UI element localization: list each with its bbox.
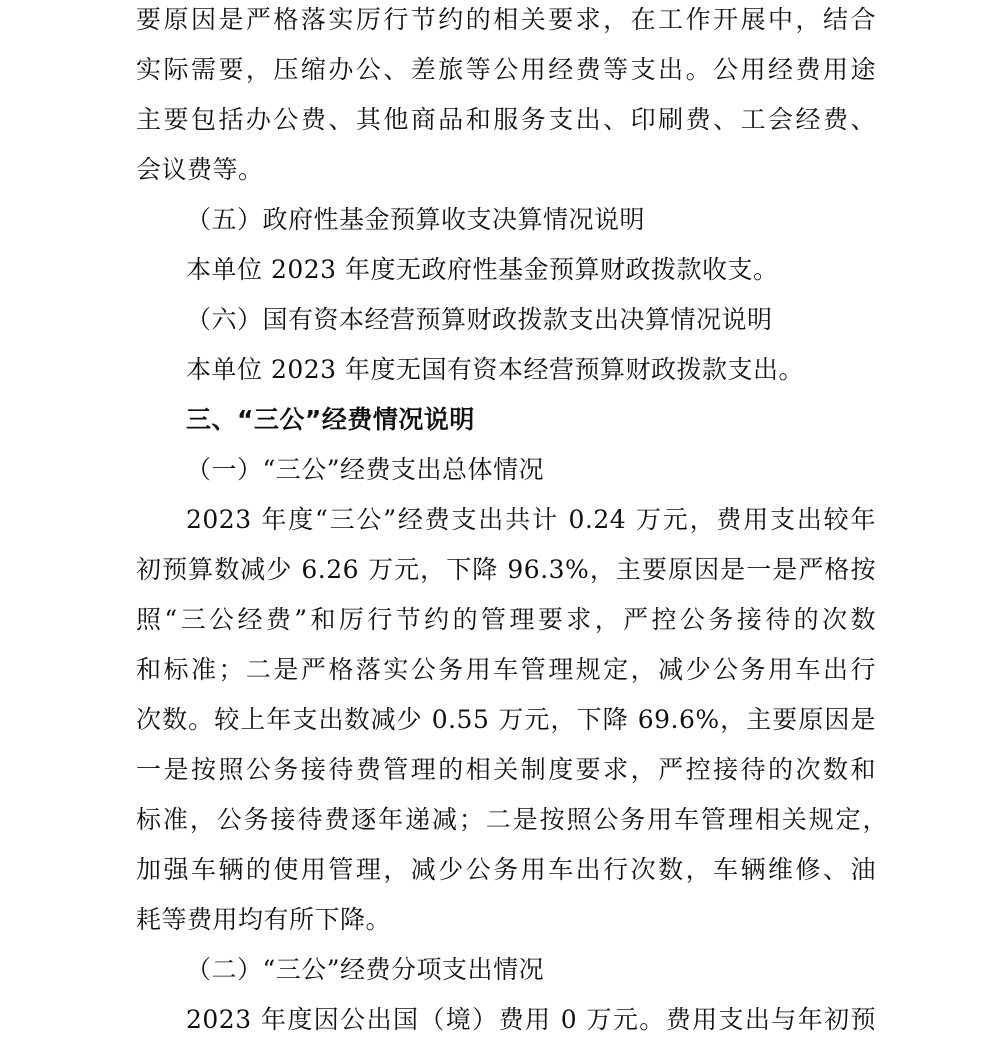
paragraph-line: 次数。较上年支出数减少 0.55 万元，下降 69.6%，主要原因是: [136, 705, 876, 734]
paragraph-line: 照“三公经费”和厉行节约的管理要求，严控公务接待的次数: [136, 605, 876, 634]
paragraph-line: 要原因是严格落实厉行节约的相关要求，在工作开展中，结合: [136, 5, 876, 34]
section-heading-six: （六）国有资本经营预算财政拨款支出决算情况说明: [186, 305, 773, 334]
paragraph-line: 2023 年度“三公”经费支出共计 0.24 万元，费用支出较年: [186, 505, 876, 534]
paragraph-line: 2023 年度因公出国（境）费用 0 万元。费用支出与年初预: [186, 1005, 876, 1034]
paragraph-line: 一是按照公务接待费管理的相关制度要求，严控接待的次数和: [136, 755, 876, 784]
section-heading-five: （五）政府性基金预算收支决算情况说明: [186, 205, 646, 234]
paragraph-line: 本单位 2023 年度无国有资本经营预算财政拨款支出。: [186, 355, 805, 384]
paragraph-line: 和标准；二是严格落实公务用车管理规定，减少公务用车出行: [136, 655, 876, 684]
subsection-heading-one: （一）“三公”经费支出总体情况: [186, 455, 545, 484]
paragraph-line: 会议费等。: [136, 155, 264, 184]
paragraph-line: 加强车辆的使用管理，减少公务用车出行次数，车辆维修、油: [136, 855, 876, 884]
subsection-heading-two: （二）“三公”经费分项支出情况: [186, 955, 545, 984]
paragraph-line: 标准，公务接待费逐年递减；二是按照公务用车管理相关规定，: [136, 805, 888, 834]
paragraph-line: 本单位 2023 年度无政府性基金预算财政拨款收支。: [186, 255, 779, 284]
paragraph-line: 实际需要，压缩办公、差旅等公用经费等支出。公用经费用途: [136, 55, 876, 84]
paragraph-line: 主要包括办公费、其他商品和服务支出、印刷费、工会经费、: [136, 105, 876, 134]
paragraph-line: 耗等费用均有所下降。: [136, 905, 392, 934]
section-heading-three-public-expenses: 三、“三公”经费情况说明: [186, 405, 475, 434]
paragraph-line: 初预算数减少 6.26 万元，下降 96.3%，主要原因是一是严格按: [136, 555, 876, 584]
